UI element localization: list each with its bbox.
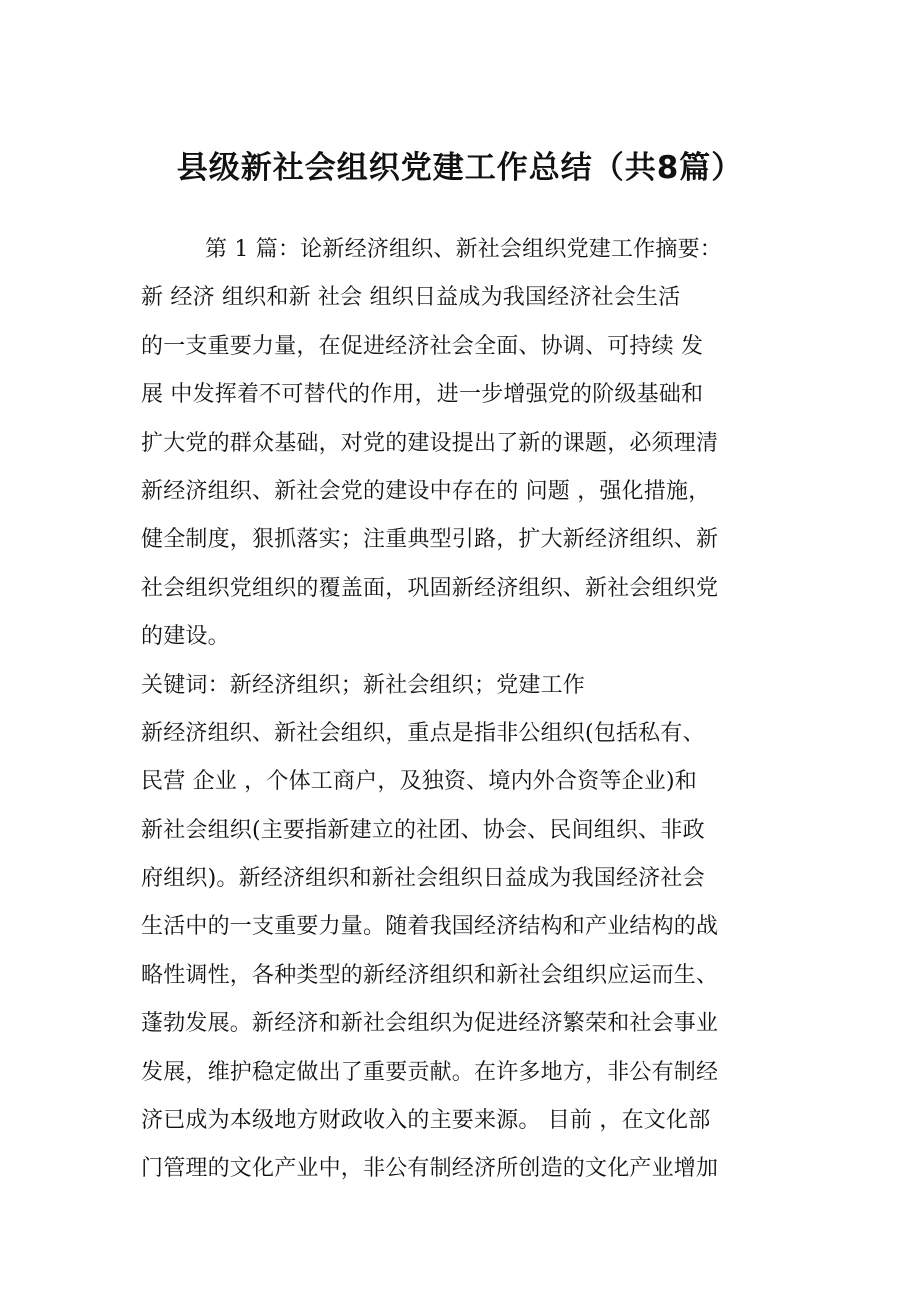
paragraph-line: 第 1 篇：论新经济组织、新社会组织党建工作摘要： <box>205 237 722 262</box>
paragraph-line: 略性调性，各种类型的新经济组织和新社会组织应运而生、 <box>141 962 719 988</box>
paragraph-line: 发展，维护稳定做出了重要贡献。在许多地方，非公有制经 <box>141 1059 719 1085</box>
paragraph-line: 扩大党的群众基础，对党的建设提出了新的课题，必须理清 <box>141 430 719 456</box>
paragraph-line: 济已成为本级地方财政收入的主要来源。 目前 ，在文化部 <box>141 1108 711 1134</box>
paragraph-line: 展 中发挥着不可替代的作用，进一步增强党的阶级基础和 <box>141 382 704 408</box>
paragraph-line: 新社会组织(主要指新建立的社团、协会、民间组织、非政 <box>141 817 705 843</box>
paragraph-line: 新经济组织、新社会组织，重点是指非公组织(包括私有、 <box>141 720 705 746</box>
paragraph-line: 蓬勃发展。新经济和新社会组织为促进经济繁荣和社会事业 <box>141 1011 719 1037</box>
paragraph-line: 健全制度，狠抓落实；注重典型引路，扩大新经济组织、新 <box>141 527 719 553</box>
paragraph-line: 府组织)。新经济组织和新社会组织日益成为我国经济社会 <box>141 866 705 892</box>
paragraph-line: 的一支重要力量，在促进经济社会全面、协调、可持续 发 <box>141 333 704 359</box>
paragraph-line: 的建设。 <box>141 624 230 650</box>
paragraph-line: 门管理的文化产业中，非公有制经济所创造的文化产业增加 <box>141 1156 719 1182</box>
keywords-line: 关键词：新经济组织；新社会组织；党建工作 <box>141 672 586 698</box>
paragraph-line: 新 经济 组织和新 社会 组织日益成为我国经济社会生活 <box>141 285 681 311</box>
document-title: 县级新社会组织党建工作总结（共8篇） <box>176 150 744 186</box>
paragraph-line: 民营 企业 ，个体工商户，及独资、境内外合资等企业)和 <box>141 769 697 795</box>
document-body <box>141 226 801 1194</box>
paragraph-line: 生活中的一支重要力量。随着我国经济结构和产业结构的战 <box>141 914 719 940</box>
paragraph-line: 新经济组织、新社会党的建设中存在的 问题 ，强化措施， <box>141 478 711 504</box>
paragraph-line: 社会组织党组织的覆盖面，巩固新经济组织、新社会组织党 <box>141 575 719 601</box>
